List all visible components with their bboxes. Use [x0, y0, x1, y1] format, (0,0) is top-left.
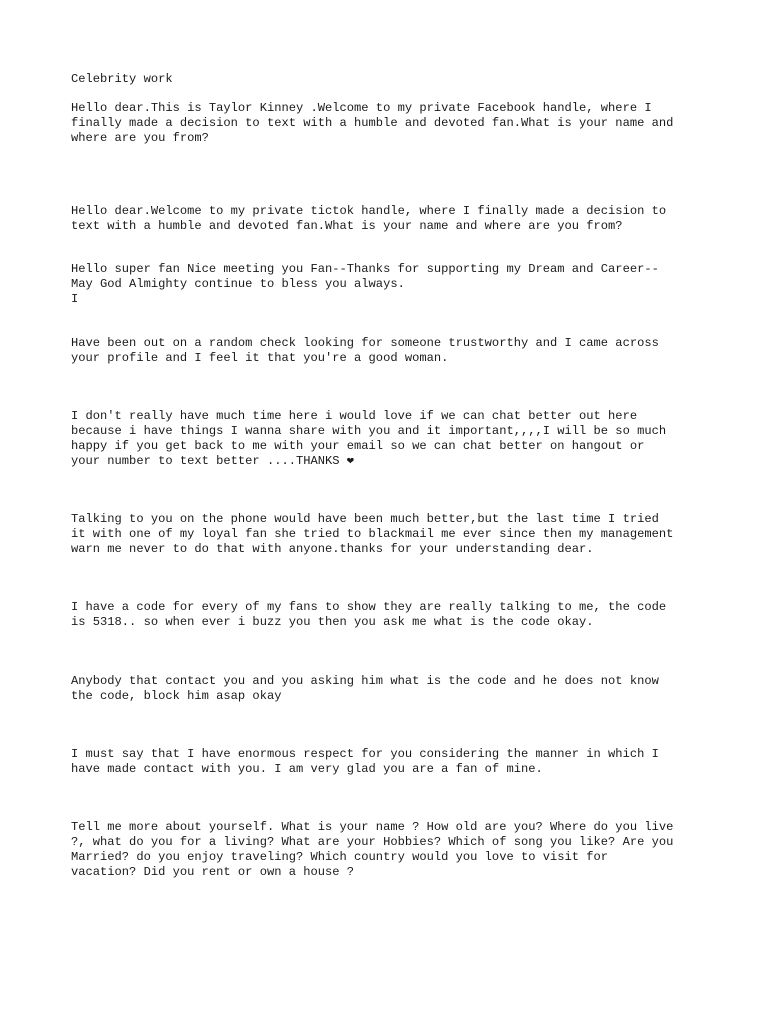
paragraph-line: your profile and I feel it that you're a good woman. [71, 351, 449, 365]
paragraph-line: is 5318.. so when ever i buzz you then you ask me what is the code okay. [71, 615, 594, 629]
paragraph-line: I don't really have much time here i would love if we can chat better out here [71, 409, 638, 423]
paragraph-line: Hello dear.This is Taylor Kinney .Welcome to my private Facebook handle, where I [71, 101, 652, 115]
paragraph-line: where are you from? [71, 131, 209, 145]
paragraph-line: Anybody that contact you and you asking him what is the code and he does not know [71, 674, 659, 688]
paragraph-line: Have been out on a random check looking for someone trustworthy and I came across [71, 336, 659, 350]
paragraph-line: warn me never to do that with anyone.thanks for your understanding dear. [71, 542, 594, 556]
paragraph-line: Talking to you on the phone would have been much better,but the last time I tried [71, 512, 659, 526]
paragraph-line: May God Almighty continue to bless you always. [71, 277, 405, 291]
paragraph-line: your number to text better ....THANKS ❤ [71, 454, 355, 468]
paragraph-line: text with a humble and devoted fan.What is your name and where are you from? [71, 219, 623, 233]
paragraph-line: finally made a decision to text with a humble and devoted fan.What is your name and [71, 116, 674, 130]
paragraph-line: Hello super fan Nice meeting you Fan--Thanks for supporting my Dream and Career-- [71, 262, 659, 276]
paragraph-line: Tell me more about yourself. What is your name ? How old are you? Where do you live [71, 820, 674, 834]
paragraph-line: happy if you get back to me with your email so we can chat better on hangout or [71, 439, 645, 453]
paragraph-line: I [71, 292, 79, 306]
paragraph-line: it with one of my loyal fan she tried to blackmail me ever since then my management [71, 527, 674, 541]
paragraph-line: the code, block him asap okay [71, 689, 282, 703]
paragraph-line: I have a code for every of my fans to show they are really talking to me, the code [71, 600, 667, 614]
paragraph-line: have made contact with you. I am very glad you are a fan of mine. [71, 762, 543, 776]
document-title: Celebrity work [71, 72, 173, 86]
paragraph-line: I must say that I have enormous respect for you considering the manner in which I [71, 747, 659, 761]
paragraph-line: because i have things I wanna share with you and it important,,,,I will be so much [71, 424, 667, 438]
paragraph-line: Hello dear.Welcome to my private tictok handle, where I finally made a decision to [71, 204, 667, 218]
paragraph-line: vacation? Did you rent or own a house ? [71, 865, 355, 879]
paragraph-line: Married? do you enjoy traveling? Which country would you love to visit for [71, 850, 609, 864]
paragraph-line: ?, what do you for a living? What are your Hobbies? Which of song you like? Are you [71, 835, 674, 849]
